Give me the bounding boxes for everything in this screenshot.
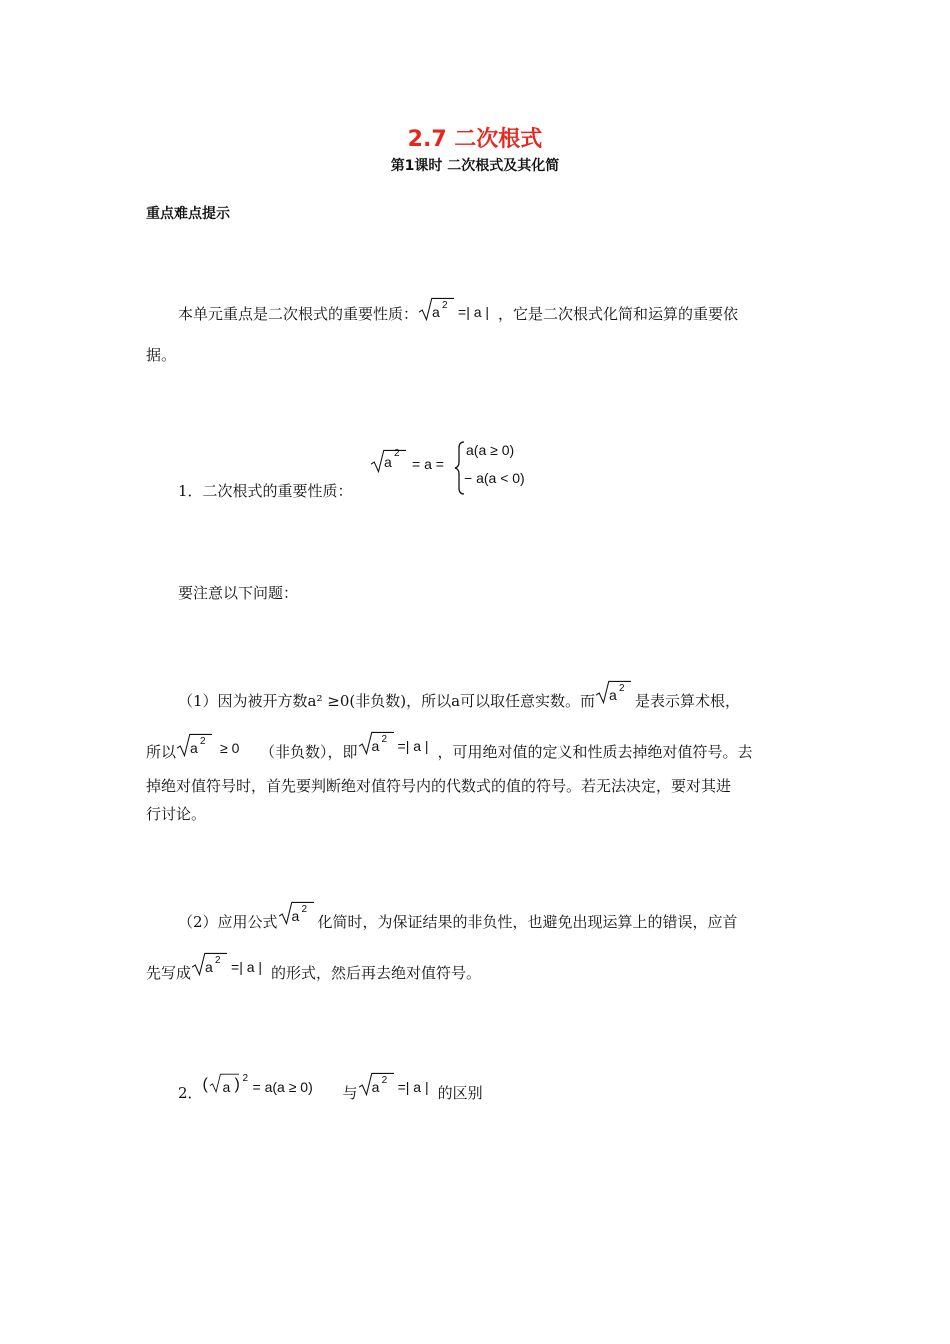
item2-line: 2． ( a ) 2 = a(a ≥ 0) 与 a 2 =| a | 的区别	[178, 1081, 483, 1107]
point2-line2: 先写成 a 2 =| a | 的形式，然后再去绝对值符号。	[146, 961, 481, 987]
section-heading: 重点难点提示	[146, 206, 230, 222]
sqrt-a2: a 2	[595, 689, 635, 715]
point2-line1: （2）应用公式 a 2 化简时，为保证结果的非负性，也避免出现运算上的错误，应首	[178, 910, 738, 936]
sqrt-a2: a 2	[278, 910, 318, 936]
note-line: 要注意以下问题：	[178, 584, 299, 602]
sqrt-square-formula: ( a ) 2 = a(a ≥ 0)	[202, 1073, 313, 1095]
point1-line4: 行讨论。	[146, 805, 207, 823]
document-title: 2.7 二次根式	[407, 127, 543, 152]
item1-label: 1．二次根式的重要性质：	[178, 482, 353, 500]
sqrt-abs-formula: a 2 =| a |	[358, 1081, 438, 1107]
sqrt-abs-formula: a 2 =| a |	[358, 740, 438, 766]
lesson-subtitle: 第1课时 二次根式及其化简	[390, 158, 560, 174]
piecewise-formula: a 2 = a = a(a ≥ 0) − a(a < 0)	[370, 446, 570, 500]
sqrt-nonneg-formula: a 2 ≥ 0	[176, 740, 260, 766]
point1-line1: （1）因为被开方数a² ≥0(非负数)，所以a可以取任意实数。而 a 2 是表示算术根，	[178, 689, 740, 715]
intro-paragraph-line1: 本单元重点是二次根式的重要性质： a 2 =| a | ，它是二次根式化简和运算的重要依	[178, 302, 738, 328]
sqrt-abs-formula: a 2 =| a |	[191, 961, 271, 987]
point1-line2: 所以 a 2 ≥ 0 （非负数），即 a 2 =| a | ，可用绝对值的定义和性质去掉绝对值符号。去	[146, 740, 753, 766]
sqrt-abs-formula: a 2 =| a |	[418, 302, 498, 328]
intro-paragraph-line2: 据。	[146, 346, 177, 364]
point1-line3: 掉绝对值符号时，首先要判断绝对值符号内的代数式的值的符号。若无法决定，要对其进	[146, 777, 732, 795]
